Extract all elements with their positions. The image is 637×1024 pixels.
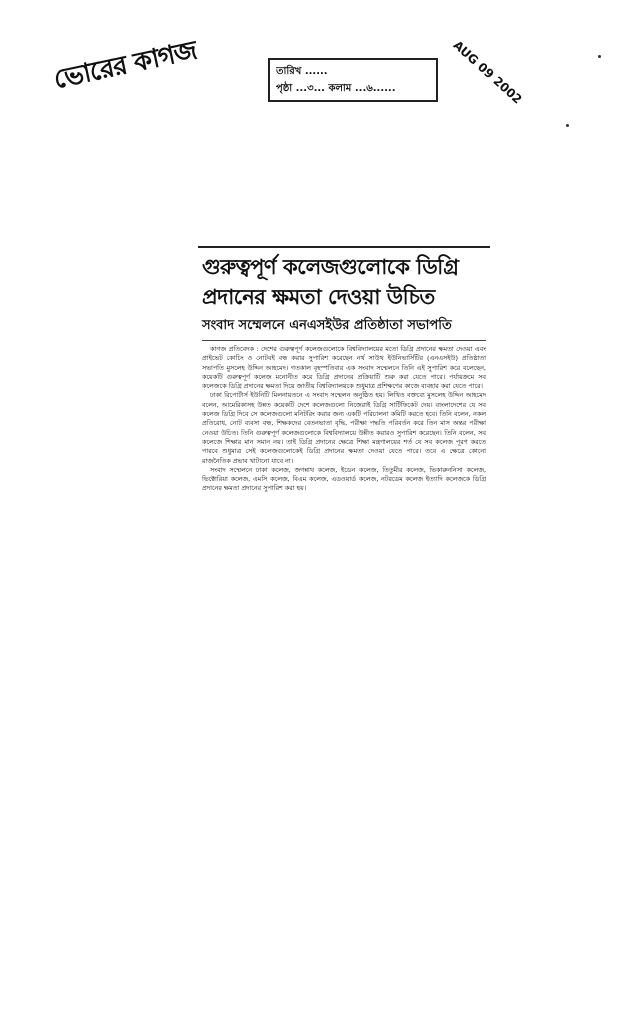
article-paragraph: কাগজ প্রতিবেদক : দেশের গুরুত্বপূর্ণ কলেজগুলোকে বিশ্ববিদ্যালয়ের মতো ডিগ্রি প্রদানের ক্ষমতা দেওয়া এবং প্রাইভেট কোচিং ও নোটবই বন্ধ করার সুপারিশ করেছেন নর্থ সাউথ ইউনিভার্সিটির (এনএসইউ) প্রতিষ্ঠাতা সভাপতি মুসলেহ উদ্দিন আহমেদ। গতকাল বৃহস্পতিবার এক সংবাদ সম্মেলনে তিনি এই সুপারিশ করে বলেছেন, কয়েকটি গুরুত্বপূর্ণ কলেজ মনোনীত করে ডিগ্রি প্রদানের প্রক্রিয়াটি শুরু করা যেতে পারে। পর্যায়ক্রমে সব কলেজকে ডিগ্রি প্রদানের ক্ষমতা দিয়ে জাতীয় বিশ্ববিদ্যালয়কে শুধুমাত্র প্রশিক্ষণের কাজে ব্যবহার করা যেতে পারে। — [202, 345, 486, 391]
speck — [566, 124, 569, 127]
stamp-page-column-row: পৃষ্ঠা ...৩... কলাম ...৬...... — [276, 83, 396, 94]
article-clipping — [198, 246, 490, 558]
headline-line-1: গুরুত্বপূর্ণ কলেজগুলোকে ডিগ্রি — [202, 255, 459, 279]
article-body — [202, 345, 486, 494]
article-paragraph: সংবাদ সম্মেলনে ঢাকা কলেজ, জগন্নাথ কলেজ, ইডেন কলেজ, তিতুমীর কলেজ, ভিকারুননিসা কলেজ, ভিক্টোরিয়া কলেজ, এমসি কলেজ, বিএম কলেজ, এডওয়ার্ড কলেজ, নটরডেম কলেজ ইত্যাদি কলেজকে ডিগ্রি প্রদানের ক্ষমতা প্রদানের সুপারিশ করা হয়। — [202, 465, 486, 493]
article-paragraph: ঢাকা রিপোর্টার্স ইউনিটি মিলনায়তনে এ সংবাদ সম্মেলন অনুষ্ঠিত হয়। লিখিত বক্তব্যে মুসলেহ উদ্দিন আহমেদ বলেন, আমেরিকাসহ উন্নত কয়েকটি দেশে কলেজগুলো নিজেরাই ডিগ্রি সার্টিফিকেট দেয়। বাংলাদেশের যে সব কলেজ ডিগ্রি দিবে সে কলেজগুলো মনিটরিং করার জন্য একটি পরিচালনা কমিটি করতে হবে। তিনি বলেন, নকল প্রতিরোধ, নোট ব্যবসা বন্ধ, শিক্ষকদের বেতনভাতা বৃদ্ধি, পরীক্ষা পদ্ধতি পরিবর্তন করে তিন মাস অন্তর পরীক্ষা নেওয়া উচিত। তিনি গুরুত্বপূর্ণ কলেজগুলোকে বিশ্ববিদ্যালয়ে উন্নীত করারও সুপারিশ করেছেন। তিনি বলেন, সব কলেজে শিক্ষার মান সমান নয়। তাই ডিগ্রি প্রদানের ক্ষেত্রে শিক্ষা মন্ত্রণালয়ের শর্ত যে সব কলেজ পূরণ করতে পারবে শুধুমাত্র সেই কলেজগুলোকেই ডিগ্রি প্রদানের ক্ষমতা দেওয়া যেতে পারে। তবে এ ক্ষেত্রে কোনো রাজনৈতিক প্রভাব খাটানো যাবে না। — [202, 391, 486, 465]
newspaper-masthead: ভোরের কাগজ — [51, 35, 199, 96]
stamp-date-row: তারিখ ...... — [276, 66, 328, 77]
date-stamp: AUG 09 2002 — [450, 38, 525, 107]
article-subhead: সংবাদ সম্মেলনে এনএসইউর প্রতিষ্ঠাতা সভাপতি — [202, 316, 486, 341]
top-rule — [198, 246, 490, 248]
headline-line-2: প্রদানের ক্ষমতা দেওয়া উচিত — [202, 285, 435, 309]
clipping-stamp — [268, 58, 438, 102]
speck — [598, 55, 601, 58]
